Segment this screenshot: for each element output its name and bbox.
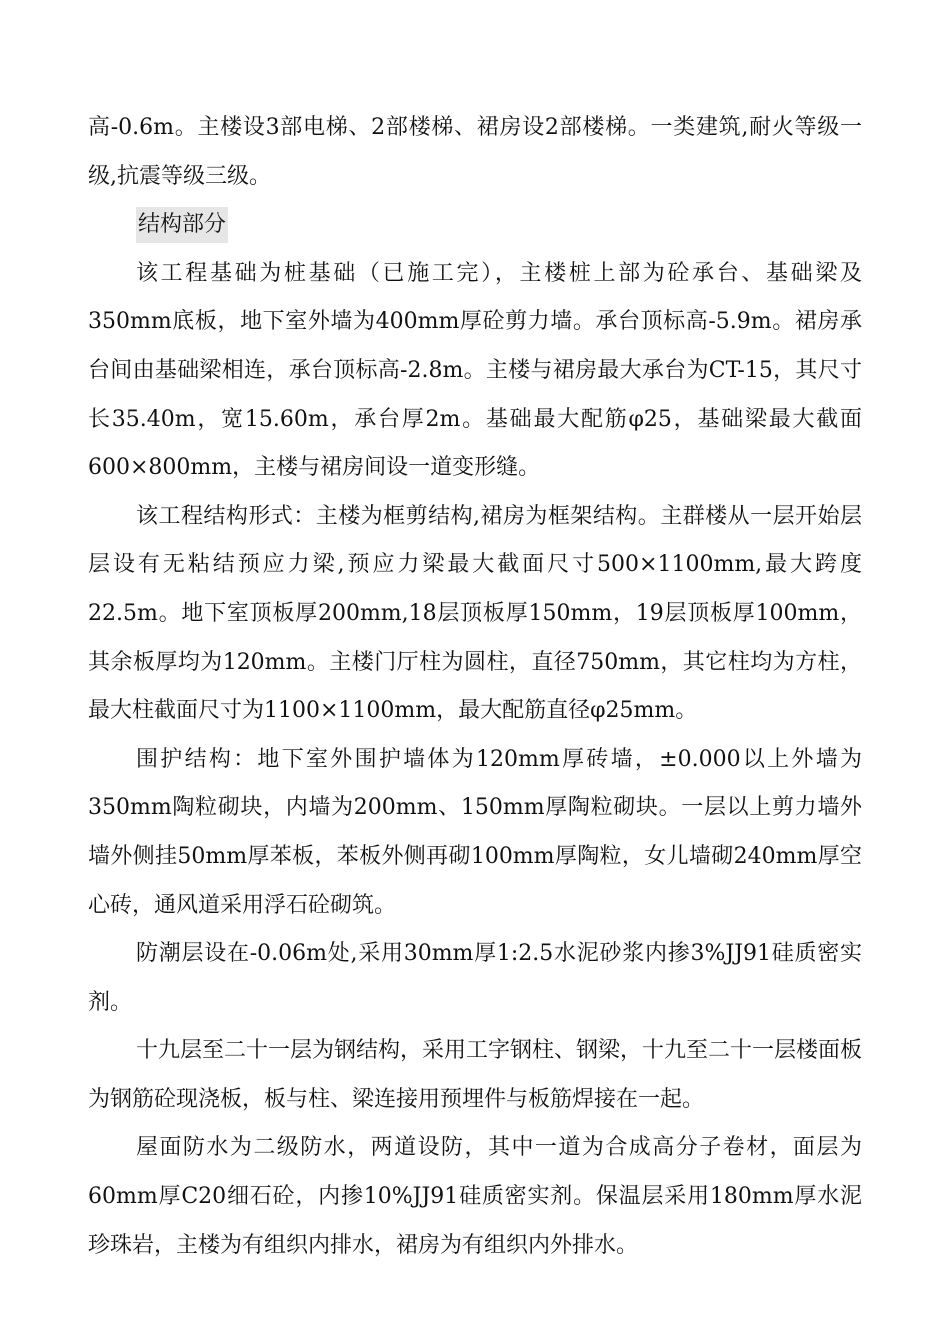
section-heading: 结构部分: [136, 207, 228, 243]
paragraph-roof-waterproofing: 屋面防水为二级防水，两道设防，其中一道为合成高分子卷材，面层为60mm厚C20细石砼，内掺10%JJ91硅质密实剂。保温层采用180mm厚水泥珍珠岩，主楼为有组织内排水，裙房为有组织内外排水。: [88, 1135, 862, 1258]
paragraph-damp-proof: 防潮层设在-0.06m处,采用30mm厚1:2.5水泥砂浆内掺3%JJ91硅质密实剂。: [88, 941, 862, 1015]
paragraph-foundation: 该工程基础为桩基础（已施工完），主楼桩上部为砼承台、基础梁及350mm底板，地下室外墙为400mm厚砼剪力墙。承台顶标高-5.9m。裙房承台间由基础梁相连，承台顶标高-2.8m。主楼与裙房最大承台为CT-15，其尺寸长35.40m，宽15.60m，承台厚2m。基础最大配筋φ25，基础梁最大截面600×800mm，主楼与裙房间设一道变形缝。: [88, 260, 862, 481]
paragraph-structure-form: 该工程结构形式：主楼为框剪结构,裙房为框架结构。主群楼从一层开始层层设有无粘结预应力梁,预应力梁最大截面尺寸500×1100mm,最大跨度22.5m。地下室顶板厚200mm,18层顶板厚150mm，19层顶板厚100mm，其余板厚均为120mm。主楼门厅柱为圆柱，直径750mm，其它柱均为方柱，最大柱截面尺寸为1100×1100mm，最大配筋直径φ25mm。: [88, 503, 862, 724]
paragraph-enclosure: 围护结构：地下室外围护墙体为120mm厚砖墙，±0.000以上外墙为350mm陶粒砌块，内墙为200mm、150mm厚陶粒砌块。一层以上剪力墙外墙外侧挂50mm厚苯板，苯板外侧再砌100mm厚陶粒，女儿墙砌240mm厚空心砖，通风道采用浮石砼砌筑。: [88, 746, 862, 918]
intro-paragraph: 高-0.6m。主楼设3部电梯、2部楼梯、裙房设2部楼梯。一类建筑,耐火等级一级,抗震等级三级。: [88, 115, 862, 189]
document-page: [88, 104, 862, 1270]
paragraph-steel-structure: 十九层至二十一层为钢结构，采用工字钢柱、钢梁，十九至二十一层楼面板为钢筋砼现浇板，板与柱、梁连接用预埋件与板筋焊接在一起。: [88, 1038, 863, 1112]
section-heading-row: [88, 201, 862, 250]
